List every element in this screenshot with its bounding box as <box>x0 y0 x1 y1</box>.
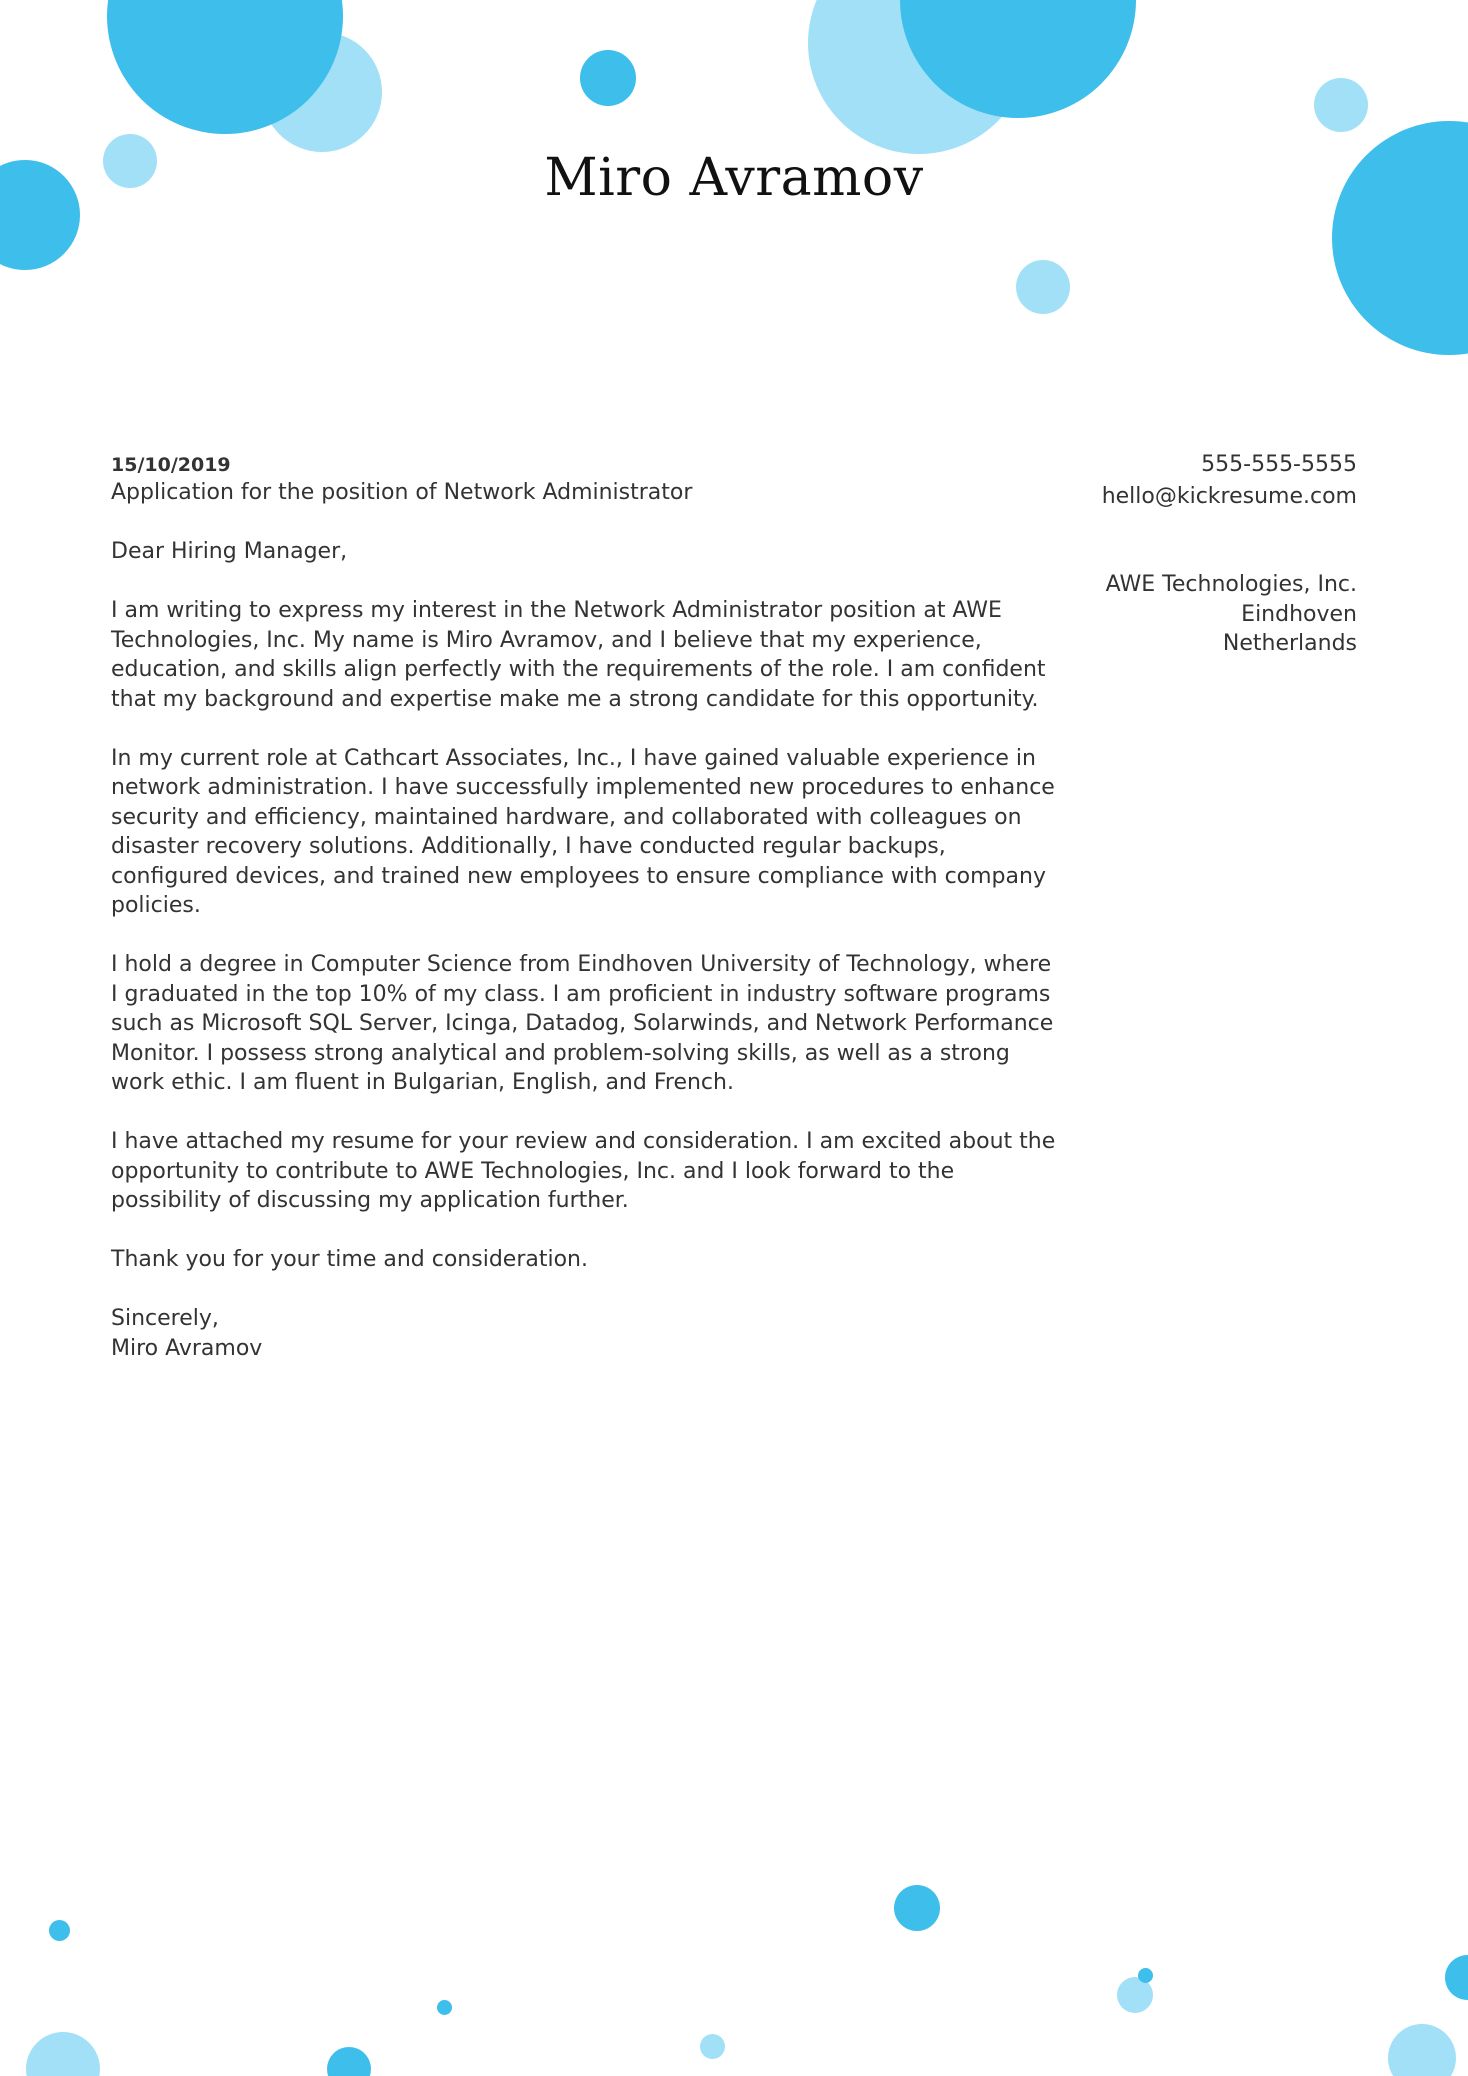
decorative-bubble <box>49 1920 70 1941</box>
letter-body <box>111 452 1061 1363</box>
decorative-bubble <box>700 2034 725 2059</box>
letter-closing: Sincerely, <box>111 1306 219 1331</box>
recipient-company: AWE Technologies, Inc. <box>1105 572 1357 597</box>
decorative-bubble <box>580 50 636 106</box>
letter-paragraph: I hold a degree in Computer Science from Eindhoven University of Technology, where I graduated in the top 10% of my class. I am proficient in industry software programs such as Microsoft SQL Server, Icinga, Datadog, Solarwinds, and Network Performance Monitor. I possess strong analytical and problem-solving skills, as well as a strong work ethic. I am fluent in Bulgarian, English, and French. <box>111 952 1054 1095</box>
decorative-bubble <box>1445 1955 1468 2000</box>
letter-paragraph: I have attached my resume for your review and consideration. I am excited about the opportunity to contribute to AWE Technologies, Inc. and I look forward to the possibility of discussing my application further. <box>111 1129 1056 1213</box>
contact-phone: 555-555-5555 <box>1201 452 1357 477</box>
letter-date: 15/10/2019 <box>111 454 231 476</box>
decorative-bubble <box>1314 78 1368 132</box>
decorative-bubble <box>26 2032 100 2076</box>
decorative-bubble <box>1138 1968 1153 1983</box>
recipient-city: Eindhoven <box>1241 601 1357 627</box>
letter-subject: Application for the position of Network Administrator <box>111 480 693 505</box>
decorative-bubble <box>1016 260 1070 314</box>
letter-salutation: Dear Hiring Manager, <box>111 539 348 564</box>
contact-email: hello@kickresume.com <box>1101 483 1357 509</box>
decorative-bubble <box>1388 2024 1456 2076</box>
decorative-bubble <box>327 2047 371 2076</box>
decorative-bubble <box>437 2000 452 2015</box>
letter-closing-block <box>111 1304 1061 1363</box>
letter-paragraph: In my current role at Cathcart Associates, Inc., I have gained valuable experience in network administration. I have successfully implemented new procedures to enhance security and efficiency, maintained hardware, and collaborated with colleagues on disaster recovery solutions. Additionally, I have conducted regular backups, configured devices, and trained new employees to ensure compliance with company policies. <box>111 745 1055 918</box>
recipient-block <box>997 570 1357 659</box>
contact-block <box>997 452 1357 659</box>
letter-paragraph: Thank you for your time and consideration. <box>111 1247 588 1272</box>
recipient-country: Netherlands <box>1222 631 1357 656</box>
letter-signature: Miro Avramov <box>111 1335 263 1361</box>
letter-paragraph: I am writing to express my interest in the Network Administrator position at AWE Technologies, Inc. My name is Miro Avramov, and I believe that my experience, education, and skills align perfectly with the requirements of the role. I am confident that my background and expertise make me a strong candidate for this opportunity. <box>111 598 1046 712</box>
applicant-name: Miro Avramov <box>544 148 924 208</box>
decorative-bubble <box>894 1885 940 1931</box>
